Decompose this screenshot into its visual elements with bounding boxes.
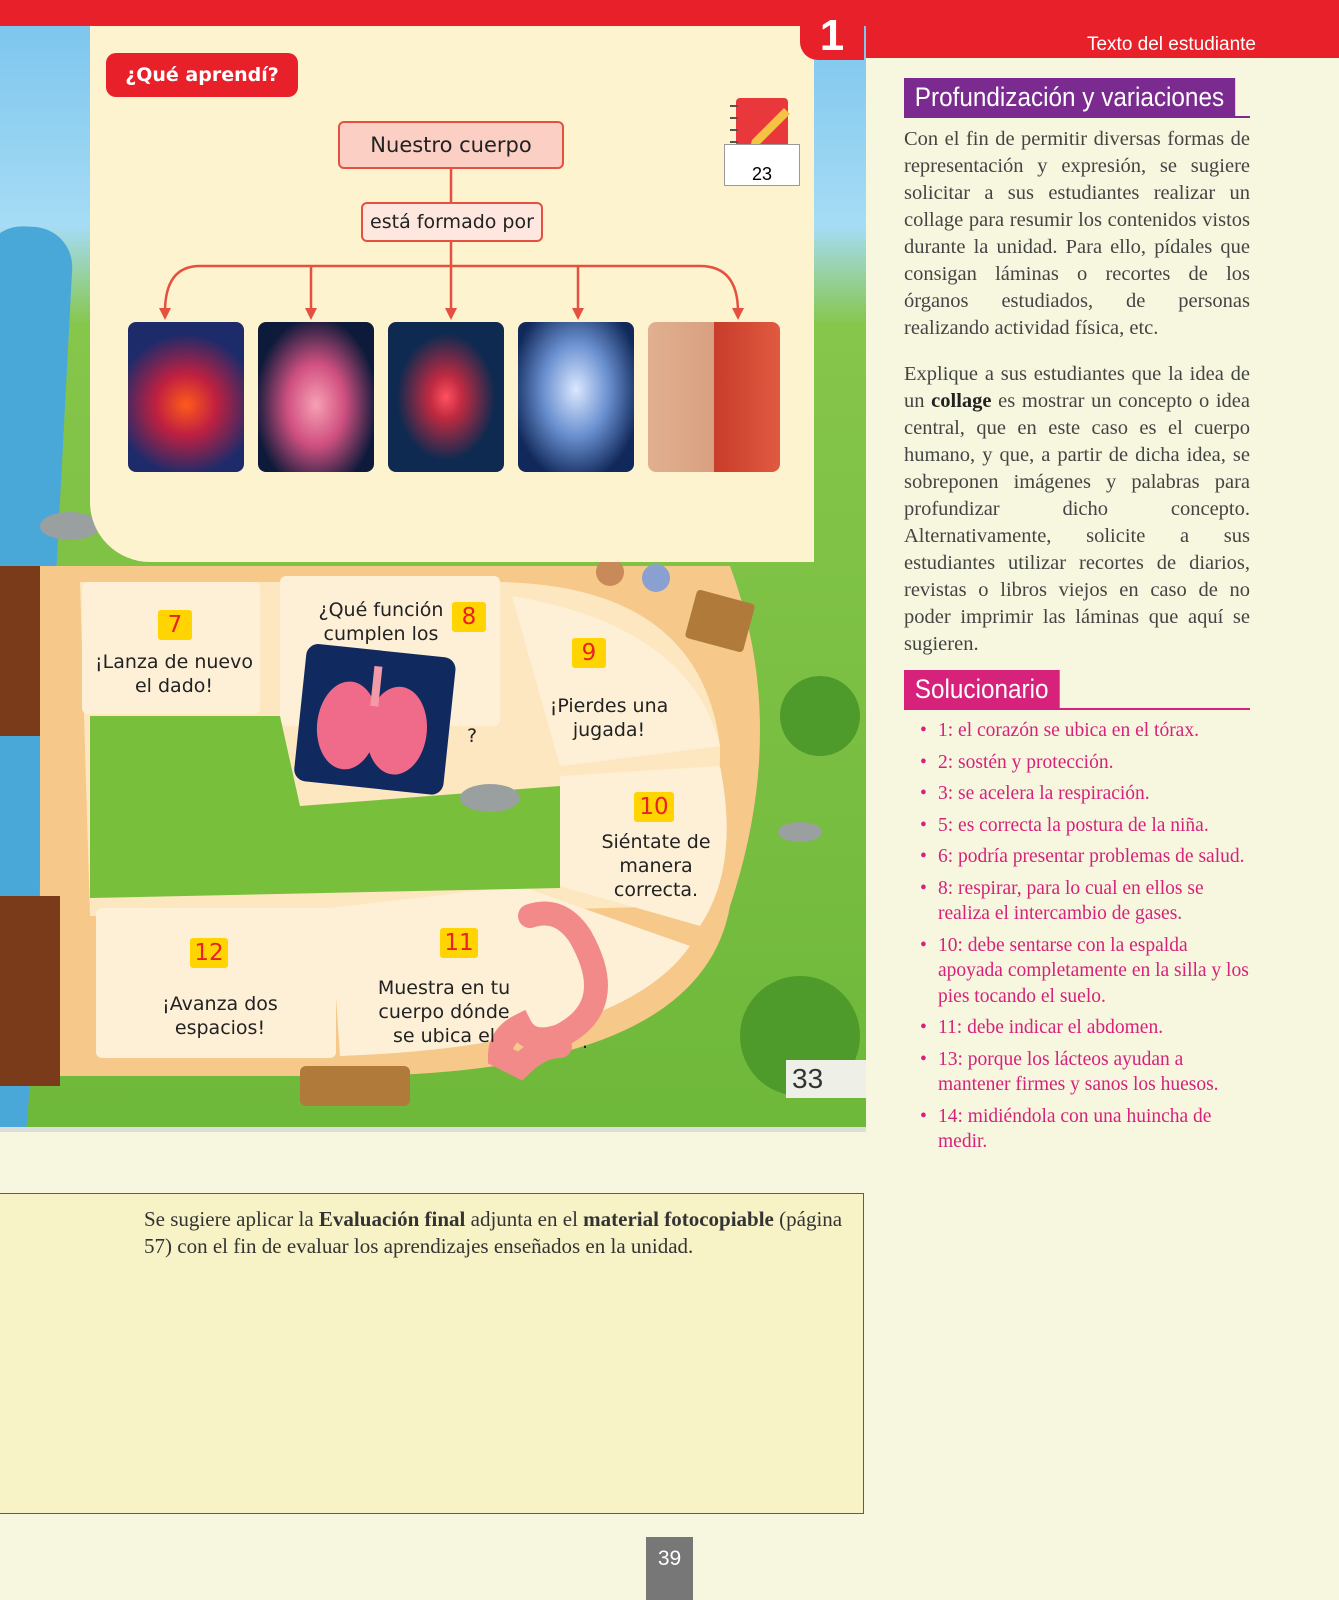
- rabbit-illustration: [642, 564, 670, 592]
- section-divider: [904, 116, 1250, 118]
- square-number: 12: [190, 938, 228, 968]
- square-number: 10: [634, 792, 674, 822]
- lungs-icon: [258, 322, 374, 472]
- page-number: 39: [646, 1537, 693, 1600]
- student-text-tab: Texto del estudiante: [1086, 34, 1256, 55]
- concept-map-link-label: está formado por: [361, 202, 543, 242]
- heart-icon: [128, 322, 244, 472]
- teacher-note-text: Se sugiere aplicar la Evaluación final adjunta en el material fotocopiable (página 57) con el fin de evaluar los aprendizajes enseñados en la unidad.: [144, 1207, 843, 1258]
- square-number: 11: [440, 928, 478, 958]
- square-number: 9: [572, 638, 606, 668]
- concept-map-title: Nuestro cuerpo: [338, 121, 564, 169]
- square-11-suffix: .: [581, 1031, 589, 1053]
- list-item: • 1: el corazón se ubica en el tórax.: [938, 718, 1250, 744]
- section-title-solutions: Solucionario: [904, 670, 1059, 708]
- notebook-page-number: 23: [724, 144, 800, 186]
- list-item: • 3: se acelera la respiración.: [938, 781, 1250, 807]
- rabbit-illustration: [596, 558, 624, 586]
- list-item: • 13: porque los lácteos ayudan a mantener firmes y sanos los huesos.: [938, 1047, 1250, 1098]
- paragraph-collage-suggestion: Con el fin de permitir diversas formas de representación y expresión, se sugiere solicitar a sus estudiantes realizar un collage para resumir los contenidos vistos durante la unidad. Para ello, pídales que consigan láminas o recortes de los órganos estudiados, de personas realizando actividad física, etc.: [904, 128, 1250, 339]
- unit-number: 1: [800, 2, 864, 60]
- student-page-image: [0, 26, 866, 1132]
- skeleton-icon: [518, 322, 634, 472]
- square-12-label: ¡Avanza dos espacios!: [162, 993, 278, 1039]
- lungs-picture: [293, 643, 457, 796]
- list-item: • 11: debe indicar el abdomen.: [938, 1015, 1250, 1041]
- square-10-label: Siéntate de manera correcta.: [601, 831, 711, 901]
- rock: [778, 822, 822, 842]
- muscles-icon: [648, 322, 780, 472]
- wooden-bridge: [0, 896, 60, 1086]
- list-item: • 2: sostén y protección.: [938, 750, 1250, 776]
- list-item: • 8: respirar, para lo cual en ellos se realiza el intercambio de gases.: [938, 876, 1250, 927]
- square-8-label: ¿Qué función cumplen los: [318, 599, 444, 645]
- square-8-suffix: ?: [466, 725, 478, 747]
- section-title-deepening: Profundización y variaciones: [904, 78, 1235, 116]
- square-number: 8: [452, 602, 486, 632]
- section-divider: [904, 708, 1250, 710]
- bush: [780, 676, 860, 756]
- arrow-sign: [300, 1066, 410, 1106]
- student-book-page-number: 33: [786, 1060, 866, 1098]
- list-item: • 10: debe sentarse con la espalda apoyada completamente en la silla y los pies tocando el suelo.: [938, 933, 1250, 1010]
- square-11-label: Muestra en tu cuerpo dónde se ubica el: [377, 977, 511, 1047]
- solutions-list: [938, 718, 1250, 1161]
- wooden-bridge: [0, 566, 40, 736]
- paragraph-collage-explanation: Explique a sus estudiantes que la idea de un collage es mostrar un concepto o idea central, que en este caso es el cuerpo humano, y que, a partir de dicha idea, se sobreponen imágenes y palabras para profundizar dicho concepto. Alternativamente, solicite a sus estudiantes utilizar recortes de diarios, revistas o libros viejos en caso de no poder imprimir las láminas que aquí se sugieren.: [904, 363, 1250, 655]
- list-item: • 6: podría presentar problemas de salud.: [938, 844, 1250, 870]
- rock: [460, 784, 520, 812]
- square-number: 7: [158, 610, 192, 640]
- list-item: • 14: midiéndola con una huincha de medir.: [938, 1104, 1250, 1155]
- square-7-label: ¡Lanza de nuevo el dado!: [95, 651, 253, 697]
- what-did-i-learn-badge: ¿Qué aprendí?: [106, 53, 298, 97]
- square-9-label: ¡Pierdes una jugada!: [549, 695, 669, 741]
- stomach-icon: [388, 322, 504, 472]
- list-item: • 5: es correcta la postura de la niña.: [938, 813, 1250, 839]
